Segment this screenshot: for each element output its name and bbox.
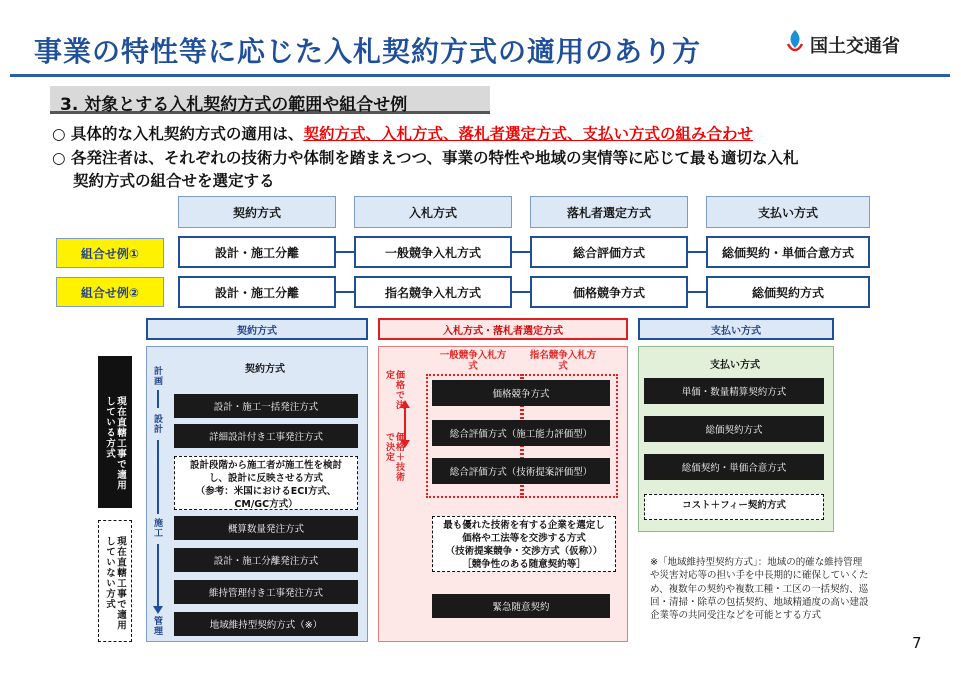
negotiation-line-3: （技術提案競争・交渉方式（仮称）） xyxy=(445,546,603,557)
section-heading: 3. 対象とする入札契約方式の範囲や組合せ例 xyxy=(50,86,490,114)
applied-label: 現在直轄工事で適用している方式 xyxy=(104,396,126,491)
axis-arrow-down-icon xyxy=(153,606,163,614)
contract-item-1: 設計・施工一括発注方式 xyxy=(174,394,358,418)
right-panel-inner-header: 支払い方式 xyxy=(710,360,760,371)
contract-dashed-line-1: 設計段階から施工者が施工性を検討 xyxy=(189,460,342,471)
not-applied-label: 現在直轄工事で適用していない方式 xyxy=(104,536,126,631)
page-number: 7 xyxy=(912,634,922,652)
axis-line xyxy=(157,390,159,408)
bullet-2 xyxy=(52,147,799,193)
col-header-bidding: 入札方式 xyxy=(354,196,512,228)
row-label-1: 組合せ例① xyxy=(56,238,164,268)
axis-manage: 管理 xyxy=(152,616,162,636)
connector xyxy=(688,291,706,293)
nominated-bid-label: 指名競争入札方式 xyxy=(529,350,597,372)
title-underline xyxy=(10,74,950,77)
row-label-2: 組合せ例② xyxy=(56,277,164,307)
axis-build: 施工 xyxy=(152,518,162,538)
selection-item-2: 総合評価方式（施工能力評価型） xyxy=(432,420,610,446)
connector xyxy=(512,251,530,253)
right-panel-header: 支払い方式 xyxy=(638,318,834,340)
axis-plan: 計画 xyxy=(152,366,162,386)
cell-r1-bidding: 一般競争入札方式 xyxy=(354,236,512,268)
cell-r1-payment: 総価契約・単価合意方式 xyxy=(706,236,870,268)
axis-design: 設計 xyxy=(152,414,162,434)
selection-item-3: 総合評価方式（技術提案評価型） xyxy=(432,458,610,484)
negotiation-line-1: 最も優れた技術を有する企業を選定し xyxy=(443,520,605,531)
col-header-contract: 契約方式 xyxy=(178,196,336,228)
general-bid-label: 一般競争入札方式 xyxy=(439,350,507,372)
price-axis-line xyxy=(404,404,406,444)
left-panel-inner-header: 契約方式 xyxy=(245,364,285,375)
cell-r2-payment: 総価契約方式 xyxy=(706,276,870,308)
cell-r2-contract: 設計・施工分離 xyxy=(178,276,336,308)
footnote: ※「地域維持型契約方式」：地域の的確な維持管理や災害対応等の担い手を中長期的に確保していくため、複数年の契約や複数工種・工区の一括契約、巡回・清掃・除草の包括契約、地域精通度の高い建設企業等の共同受注などを可能とする方式 xyxy=(650,557,869,622)
mlit-logo-icon xyxy=(786,28,804,56)
bullet-1-text: ○ 具体的な入札契約方式の適用は、 xyxy=(52,125,304,143)
axis-price-label: 価格で決定 xyxy=(384,370,404,410)
mid-panel-header: 入札方式・落札者選定方式 xyxy=(378,318,628,340)
cell-r2-bidding: 指名競争入札方式 xyxy=(354,276,512,308)
cell-r1-contract: 設計・施工分離 xyxy=(178,236,336,268)
negotiation-line-4: ［競争性のある随意契約等］ xyxy=(462,559,586,570)
page-title: 事業の特性等に応じた入札契約方式の適用のあり方 xyxy=(34,35,702,68)
contract-dashed-line-4: CM/GC方式） xyxy=(234,499,298,510)
contract-item-2: 詳細設計付き工事発注方式 xyxy=(174,424,358,448)
left-panel-header: 契約方式 xyxy=(146,318,368,340)
contract-item-6: 地域維持型契約方式（※） xyxy=(174,612,358,636)
axis-tech-label: 価格＋技術で決定 xyxy=(384,432,404,482)
payment-item-3: 総価契約・単価合意方式 xyxy=(644,454,824,480)
bullet-2-line-1: ○ 各発注者は、それぞれの技術力や体制を踏まえつつ、事業の特性や地域の実情等に応じて最も適切な入札 xyxy=(52,149,799,167)
connector xyxy=(512,291,530,293)
connector xyxy=(336,251,354,253)
col-header-payment: 支払い方式 xyxy=(706,196,870,228)
axis-line xyxy=(157,544,159,610)
connector xyxy=(336,291,354,293)
emergency-contract: 緊急随意契約 xyxy=(432,594,610,618)
connector xyxy=(688,251,706,253)
contract-item-4: 設計・施工分離発注方式 xyxy=(174,548,358,572)
arrow-up-icon xyxy=(400,400,410,408)
negotiation-dashed-box xyxy=(432,516,616,572)
bullet-1 xyxy=(52,122,753,144)
negotiation-line-2: 価格や工法等を交渉する方式 xyxy=(462,533,586,544)
col-header-selection: 落札者選定方式 xyxy=(530,196,688,228)
payment-item-1: 単価・数量精算契約方式 xyxy=(644,378,824,404)
contract-dashed-box xyxy=(174,456,358,510)
selection-item-1: 価格競争方式 xyxy=(432,380,610,406)
axis-line xyxy=(157,440,159,514)
contract-item-5: 維持管理付き工事発注方式 xyxy=(174,580,358,604)
cell-r1-selection: 総合評価方式 xyxy=(530,236,688,268)
bullet-2-line-2: 契約方式の組合せを選定する xyxy=(73,172,275,190)
cell-r2-selection: 価格競争方式 xyxy=(530,276,688,308)
contract-dashed-line-3: （参考：米国におけるECI方式、 xyxy=(195,486,337,497)
ministry-logo-text: 国土交通省 xyxy=(810,36,900,57)
contract-dashed-line-2: し、設計に反映させる方式 xyxy=(208,473,323,484)
payment-dashed-item: コスト＋フィー契約方式 xyxy=(644,494,824,520)
contract-item-3: 概算数量発注方式 xyxy=(174,516,358,540)
payment-item-2: 総価契約方式 xyxy=(644,416,824,442)
bullet-1-emphasis: 契約方式、入札方式、落札者選定方式、支払い方式の組み合わせ xyxy=(303,125,753,143)
